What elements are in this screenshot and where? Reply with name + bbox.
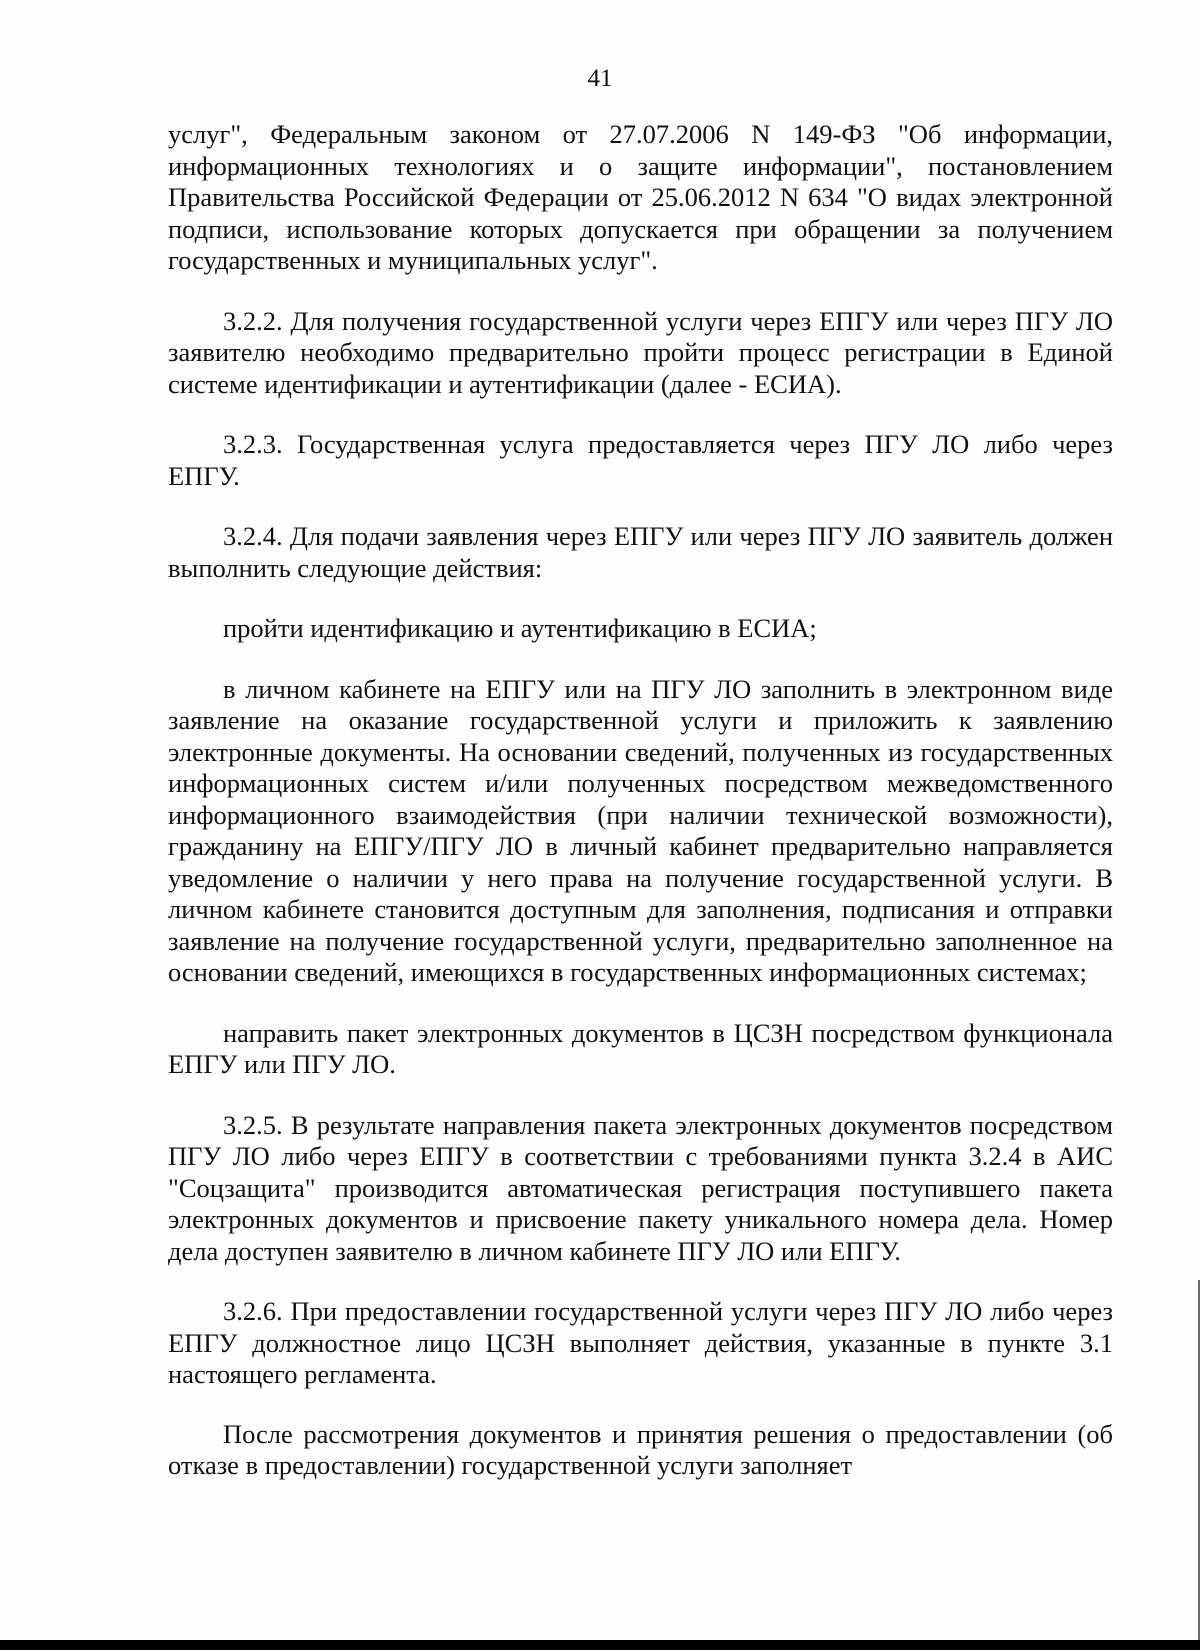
list-item-fill-application: в личном кабинете на ЕПГУ или на ПГУ ЛО заполнить в электронном виде заявление на оказание государственной услуги и приложить к заявлению электронные документы. На основании сведений, полученных из государственных информационных систем и/или полученных посредством межведомственного информационного взаимодействия (при наличии технической возможности), гражданину на ЕПГУ/ПГУ ЛО в личный кабинет предварительно направляется уведомление о наличии у него права на получение государственной услуги. В личном кабинете становится доступным для заполнения, подписания и отправки заявление на получение государственной услуги, предварительно заполненное на основании сведений, имеющихся в государственных информационных системах; [168,673,1113,987]
list-item-send-package: направить пакет электронных документов в ЦСЗН посредством функционала ЕПГУ или ПГУ ЛО. [168,1017,1113,1079]
scan-bottom-edge [0,1640,1200,1650]
paragraph-3-2-5: 3.2.5. В результате направления пакета электронных документов посредством ПГУ ЛО либо через ЕПГУ в соответствии с требованиями пункта 3.2.4 в АИС "Соцзащита" производится автоматическая регистрация поступившего пакета электронных документов и присвоение пакету уникального номера дела. Номер дела доступен заявителю в личном кабинете ПГУ ЛО или ЕПГУ. [168,1109,1113,1266]
paragraph-continuation: услуг", Федеральным законом от 27.07.2006 N 149-ФЗ "Об информации, информационных технологиях и о защите информации", постановлением Правительства Российской Федерации от 25.06.2012 N 634 "О видах электронной подписи, использование которых допускается при обращении за получением государственных и муниципальных услуг". [168,119,1113,275]
document-body [168,119,1113,1511]
paragraph-3-2-4: 3.2.4. Для подачи заявления через ЕПГУ или через ПГУ ЛО заявитель должен выполнить следующие действия: [168,521,1113,583]
paragraph-3-2-6: 3.2.6. При предоставлении государственной услуги через ПГУ ЛО либо через ЕПГУ должностное лицо ЦСЗН выполняет действия, указанные в пункте 3.1 настоящего регламента. [168,1296,1113,1389]
list-item-esia-auth: пройти идентификацию и аутентификацию в ЕСИА; [223,613,817,643]
page-number: 41 [587,65,613,92]
paragraph-after-review: После рассмотрения документов и принятия решения о предоставлении (об отказе в предоставлении) государственной услуги заполняет [168,1418,1113,1480]
paragraph-3-2-3: 3.2.3. Государственная услуга предоставляется через ПГУ ЛО либо через ЕПГУ. [168,429,1113,491]
paragraph-3-2-2: 3.2.2. Для получения государственной услуги через ЕПГУ или через ПГУ ЛО заявителю необходимо предварительно пройти процесс регистрации в Единой системе идентификации и аутентификации (далее - ЕСИА). [168,305,1113,399]
